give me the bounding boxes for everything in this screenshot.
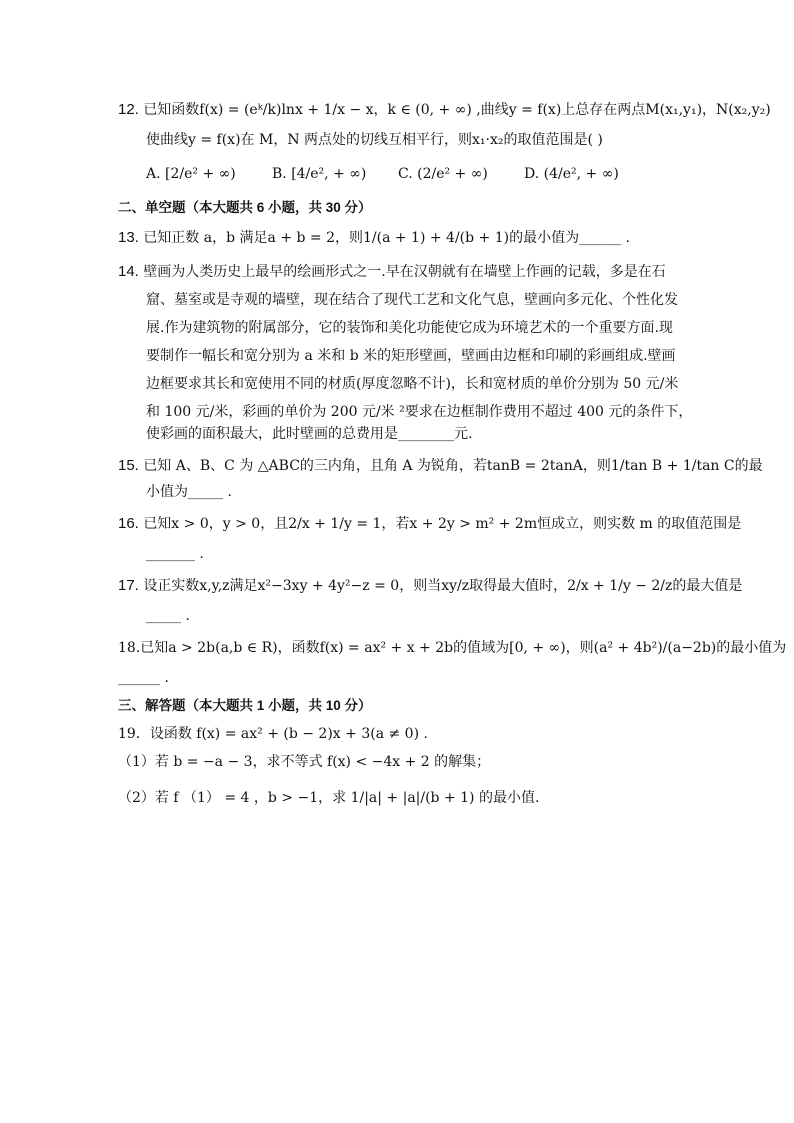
- question-14-stem-4: 要制作一幅长和宽分别为 a 米和 b 米的矩形壁画，壁画由边框和印刷的彩画组成.壁画: [146, 348, 676, 364]
- question-12-option-d: D. (4/e², + ∞): [524, 166, 619, 182]
- question-14-stem-2: 窟、墓室或是寺观的墙壁，现在结合了现代工艺和文化气息，壁画向多元化、个性化发: [146, 292, 678, 308]
- question-12-stem-2: 使曲线y = f(x)在 M，N 两点处的切线互相平行，则x₁·x₂的取值范围是( ): [146, 132, 603, 148]
- question-12-stem-1: 已知函数f(x) = (eᵏ/k)lnx + 1/x − x，k ∈ (0, + ∞) ,曲线y = f(x)上总存在两点M(x₁,y₁)，N(x₂,y₂): [143, 102, 771, 118]
- question-17-number: 17.: [118, 577, 139, 594]
- section-heading-single-blank: 二、单空题（本大题共 6 小题，共 30 分）: [118, 200, 372, 215]
- section-heading-answer: 三、解答题（本大题共 1 小题，共 10 分）: [118, 698, 372, 713]
- question-14-number: 14.: [118, 263, 139, 280]
- question-16-stem-2: _______ .: [146, 546, 204, 562]
- question-12-option-b: B. [4/e², + ∞): [272, 166, 367, 182]
- question-14-stem-1: 壁画为人类历史上最早的绘画形式之一.早在汉朝就有在墙壁上作画的记载，多是在石: [143, 264, 666, 280]
- question-14-stem-6: 和 100 元/米，彩画的单价为 200 元/米 ²要求在边框制作费用不超过 400 元的条件下，: [146, 404, 693, 420]
- question-14-stem-7: 使彩画的面积最大，此时壁画的总费用是________元.: [146, 426, 473, 442]
- question-15-number: 15.: [118, 457, 139, 474]
- question-19-part-2: （2）若 f （1） = 4 ，b > −1，求 1/|a| + |a|/(b + 1) 的最小值.: [118, 790, 540, 806]
- question-19-part-1: （1）若 b = −a − 3，求不等式 f(x) < −4x + 2 的解集；: [118, 754, 491, 770]
- question-12-option-c: C. (2/e² + ∞): [398, 166, 488, 182]
- question-13-number: 13.: [118, 229, 139, 246]
- question-12-option-a: A. [2/e² + ∞): [146, 166, 236, 182]
- question-17-stem-2: _____ .: [146, 608, 190, 624]
- question-18-stem-1: 18.已知a > 2b(a,b ∈ R)，函数f(x) = ax² + x + 2b的值域为[0, + ∞)，则(a² + 4b²)/(a−2b)的最小值为: [118, 640, 787, 656]
- question-19-stem: 19．设函数 f(x) = ax² + (b − 2)x + 3(a ≠ 0) .: [118, 726, 428, 742]
- question-15-line-1: [118, 456, 763, 476]
- question-13-stem: 已知正数 a，b 满足a + b = 2，则1/(a + 1) + 4/(b + 1)的最小值为______ .: [143, 230, 631, 246]
- question-12-number: 12.: [118, 101, 139, 118]
- question-17-line-1: [118, 576, 742, 596]
- question-12-line-1: [118, 100, 771, 120]
- question-15-stem-1: 已知 A、B、C 为 △ABC的三内角，且角 A 为锐角，若tanB = 2tanA，则1/tan B + 1/tan C的最: [143, 458, 763, 474]
- question-18-stem-2: ______ .: [118, 670, 169, 686]
- question-14-line-1: [118, 262, 666, 282]
- question-13: [118, 228, 630, 248]
- question-15-stem-2: 小值为_____ .: [146, 484, 232, 500]
- question-16-number: 16.: [118, 515, 139, 532]
- question-17-stem-1: 设正实数x,y,z满足x²−3xy + 4y²−z = 0，则当xy/z取得最大值时，2/x + 1/y − 2/z的最大值是: [143, 578, 743, 594]
- question-14-stem-3: 展.作为建筑物的附属部分，它的装饰和美化功能使它成为环境艺术的一个重要方面.现: [146, 320, 673, 336]
- question-16-stem-1: 已知x > 0，y > 0，且2/x + 1/y = 1，若x + 2y > m² + 2m恒成立，则实数 m 的取值范围是: [143, 516, 742, 532]
- question-16-line-1: [118, 514, 741, 534]
- question-14-stem-5: 边框要求其长和宽使用不同的材质(厚度忽略不计)，长和宽材质的单价分别为 50 元/米: [146, 376, 679, 392]
